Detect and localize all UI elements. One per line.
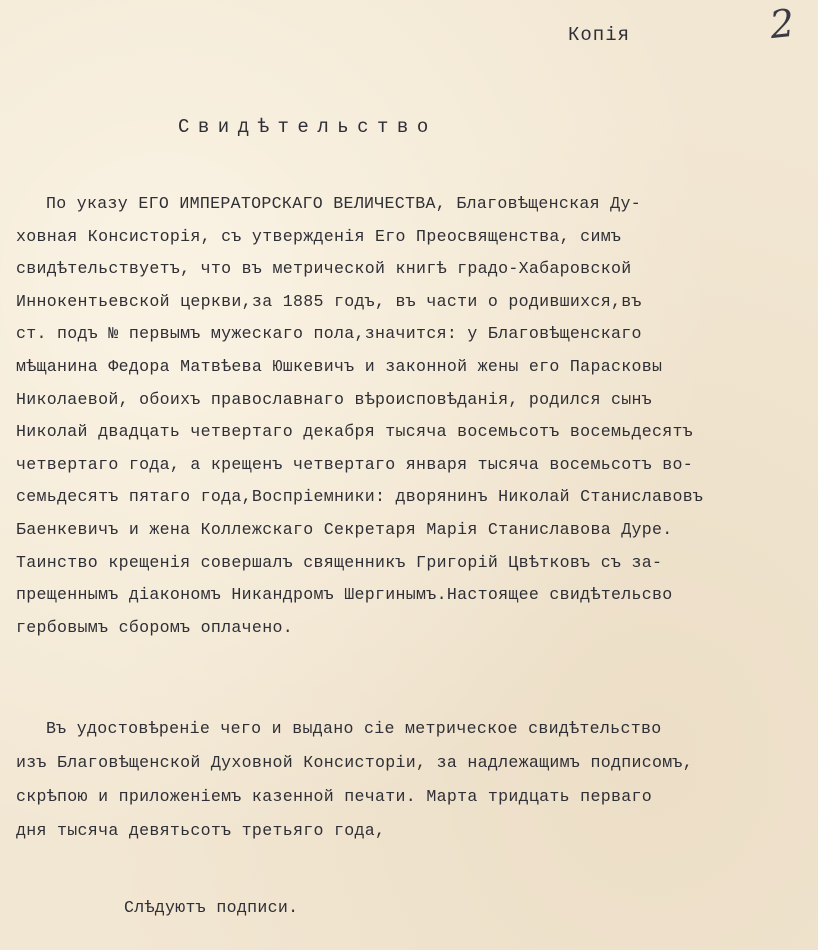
text-line: Баенкевичъ и жена Коллежскаго Секретаря Марія Станиславова Дуре. xyxy=(16,519,673,539)
document-title: Свидѣтельство xyxy=(178,116,437,138)
text-line: мѣщанина Федора Матвѣева Юшкевичъ и законной жены его Парасковы xyxy=(16,356,663,376)
text-line: Въ удостовѣреніе чего и выдано сіе метрическое свидѣтельство xyxy=(46,719,662,738)
text-line: Таинство крещенія совершалъ священникъ Григорій Цвѣтковъ съ за- xyxy=(16,552,663,572)
text-line: По указу ЕГО ИМПЕРАТОРСКАГО ВЕЛИЧЕСТВА, Благовѣщенская Ду- xyxy=(46,194,641,213)
text-line: ст. подъ № первымъ мужескаго пола,значится: у Благовѣщенскаго xyxy=(16,324,642,344)
certificate-paragraph-2 xyxy=(16,712,816,848)
text-line: Николай двадцать четвертаго декабря тысяча восемьсотъ восемьдесятъ xyxy=(16,422,694,442)
text-line: изъ Благовѣщенской Духовной Консисторіи, за надлежащимъ подписомъ, xyxy=(16,753,694,772)
text-line: свидѣтельствуетъ, что въ метрической книгѣ градо-Хабаровской xyxy=(16,259,632,279)
text-line: прещеннымъ діакономъ Никандромъ Шергинымъ.Настоящее свидѣтельсво xyxy=(16,585,673,605)
text-line: семьдесятъ пятаго года,Воспріемники: дворянинъ Николай Станиславовъ xyxy=(16,487,704,507)
handwritten-page-number: 2 xyxy=(767,0,795,48)
text-line: дня тысяча девятьсотъ третьяго года, xyxy=(16,821,386,840)
text-line: Николаевой, обоихъ православнаго вѣроисповѣданія, родился сынъ xyxy=(16,389,652,409)
text-line: ховная Консисторія, съ утвержденія Его Преосвященства, симъ xyxy=(16,226,622,246)
certificate-paragraph-1 xyxy=(16,188,816,644)
text-line: гербовымъ сборомъ оплачено. xyxy=(16,617,293,637)
text-line: Иннокентьевской церкви,за 1885 годъ, въ части о родившихся,въ xyxy=(16,291,642,311)
copy-label: Копія xyxy=(568,24,631,46)
signatures-note: Слѣдуютъ подписи. xyxy=(124,898,299,917)
text-line: скрѣпою и приложеніемъ казенной печати. Марта тридцать перваго xyxy=(16,787,652,806)
text-line: четвертаго года, а крещенъ четвертаго января тысяча восемьсотъ во- xyxy=(16,454,694,474)
